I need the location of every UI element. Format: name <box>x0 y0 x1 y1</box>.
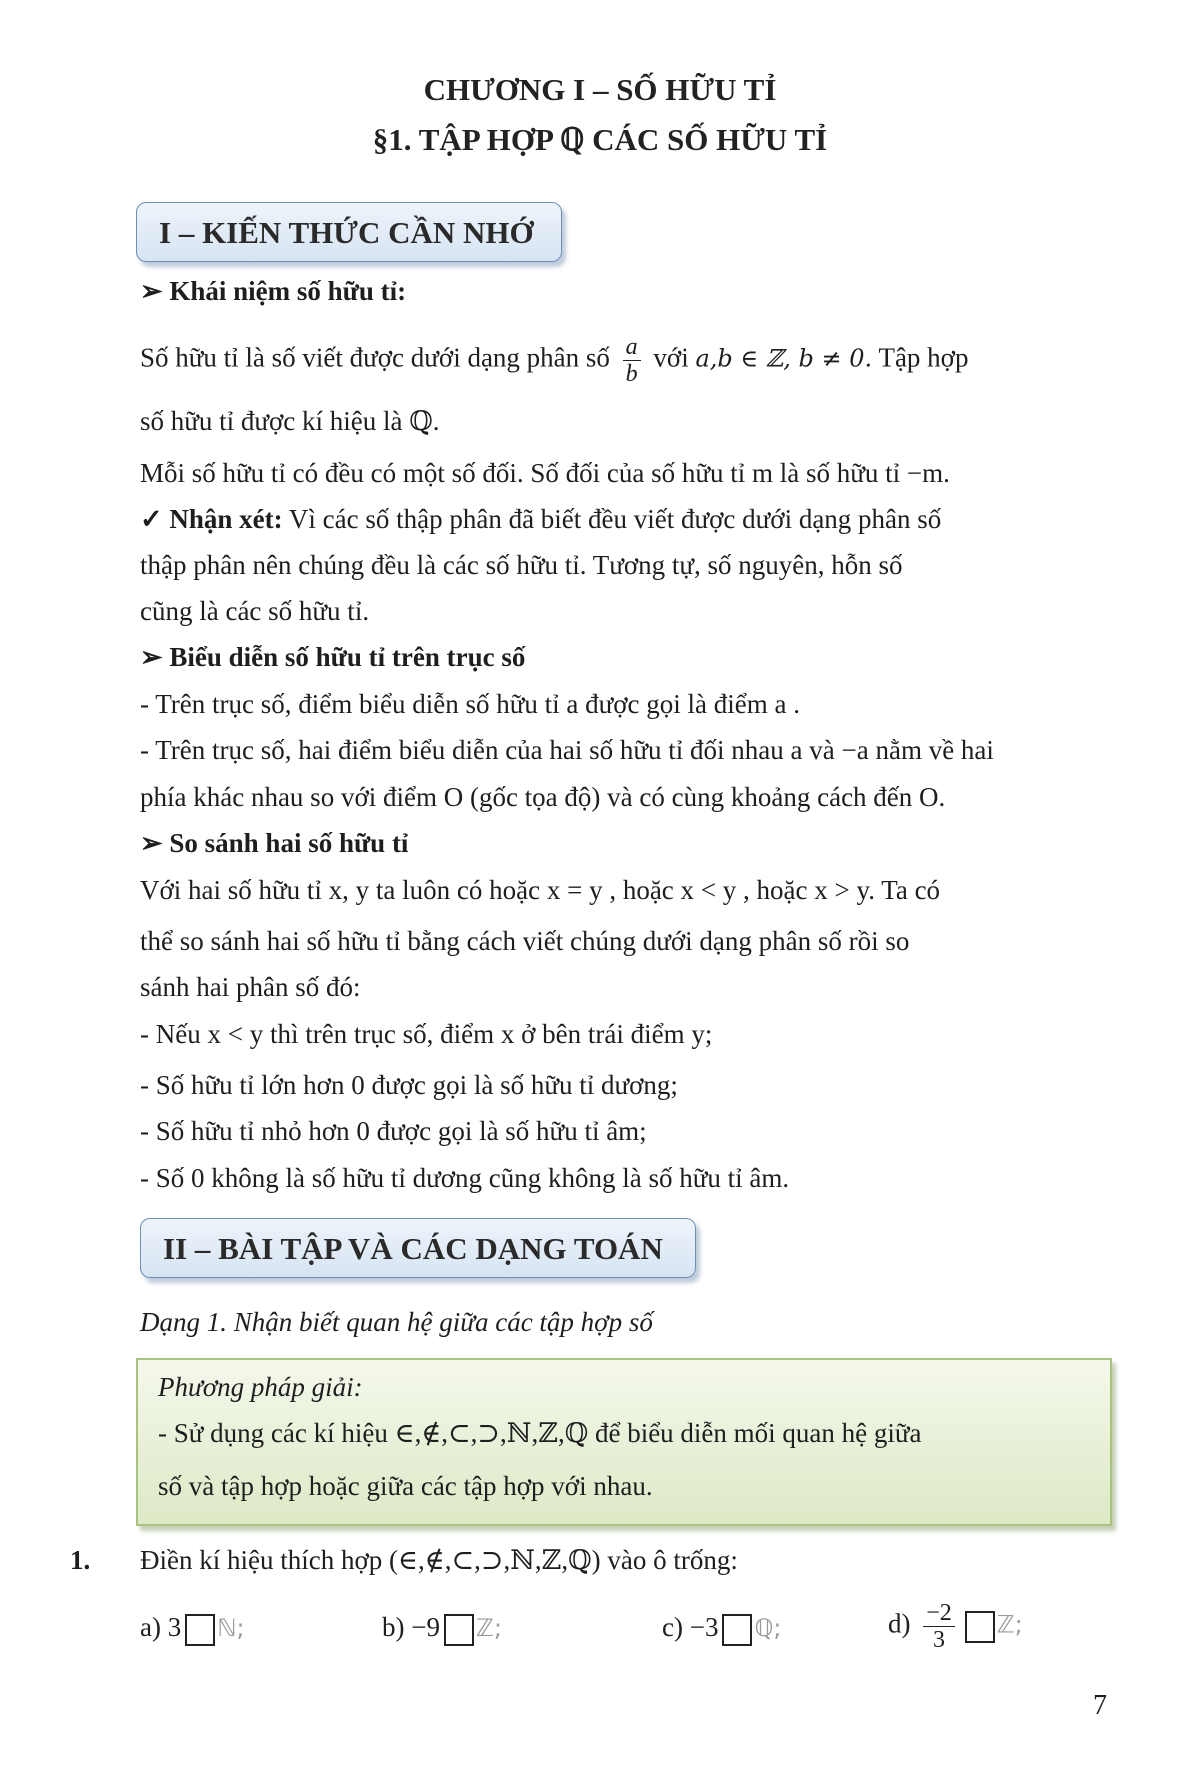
part1-heading: I – KIẾN THỨC CẦN NHỚ <box>136 202 562 262</box>
remark-line-1: ✓ Nhận xét: Vì các số thập phân đã biết đều viết được dưới dạng phân số <box>140 504 942 534</box>
compare-bullet-3: - Số hữu tỉ nhỏ hơn 0 được gọi là số hữu tỉ âm; <box>140 1116 647 1146</box>
exercise-1d: d) $\frac{-2}{3}$ ℤ; <box>888 1600 1023 1653</box>
exercise-1a: a) 3 ℕ; <box>140 1610 360 1646</box>
exercise-number: 1. <box>70 1545 91 1575</box>
definition-line-1: Số hữu tỉ là số viết được dưới dạng phân số $\frac{a}{b}$ với a,b ∈ ℤ, b ≠ 0. Tập hợp <box>140 334 969 387</box>
method-line-1: - Sử dụng các kí hiệu ∈,∉,⊂,⊃,ℕ,ℤ,ℚ để biểu diễn mối quan hệ giữa <box>158 1418 922 1448</box>
compare-bullet-1: - Nếu x < y thì trên trục số, điểm x ở bên trái điểm y; <box>140 1019 713 1049</box>
answer-box-c[interactable] <box>722 1614 752 1646</box>
chapter-title: CHƯƠNG I – SỐ HỮU TỈ <box>423 72 777 107</box>
fraction-minus-2-over-3: $\frac{-2}{3}$ <box>923 1600 955 1653</box>
compare-bullet-2: - Số hữu tỉ lớn hơn 0 được gọi là số hữu tỉ dương; <box>140 1070 678 1100</box>
compare-bullet-4: - Số 0 không là số hữu tỉ dương cũng không là số hữu tỉ âm. <box>140 1163 790 1193</box>
axis-line-3: phía khác nhau so với điểm O (gốc tọa độ) và có cùng khoảng cách đến O. <box>140 782 946 812</box>
remark-label: ✓ Nhận xét: <box>140 504 283 534</box>
exercise-1-text: Điền kí hiệu thích hợp (∈,∉,⊂,⊃,ℕ,ℤ,ℚ) vào ô trống: <box>140 1545 738 1575</box>
axis-line-2: - Trên trục số, hai điểm biểu diễn của hai số hữu tỉ đối nhau a và −a nằm về hai <box>140 735 994 765</box>
compare-line-1: Với hai số hữu tỉ x, y ta luôn có hoặc x = y , hoặc x < y , hoặc x > y. Ta có <box>140 875 941 905</box>
section-title: §1. TẬP HỢP ℚ CÁC SỐ HỮU TỈ <box>372 122 828 157</box>
answer-box-b[interactable] <box>444 1614 474 1646</box>
remark-line-3: cũng là các số hữu tỉ. <box>140 596 370 626</box>
fraction-a-over-b: $\frac{a}{b}$ <box>623 334 641 387</box>
method-line-2: số và tập hợp hoặc giữa các tập hợp với nhau. <box>158 1471 653 1501</box>
axis-title: ➢ Biểu diễn số hữu tỉ trên trục số <box>140 642 526 672</box>
axis-line-1: - Trên trục số, điểm biểu diễn số hữu tỉ a được gọi là điểm a . <box>140 689 800 719</box>
compare-line-3: sánh hai phân số đó: <box>140 972 361 1002</box>
opposite-number-text: Mỗi số hữu tỉ có đều có một số đối. Số đối của số hữu tỉ m là số hữu tỉ −m. <box>140 458 950 488</box>
part2-heading: II – BÀI TẬP VÀ CÁC DẠNG TOÁN <box>140 1218 696 1278</box>
answer-box-a[interactable] <box>185 1614 215 1646</box>
exercise-1c: c) −3 ℚ; <box>662 1610 902 1646</box>
compare-line-2: thể so sánh hai số hữu tỉ bằng cách viết chúng dưới dạng phân số rồi so <box>140 926 910 956</box>
definition-line-2: số hữu tỉ được kí hiệu là ℚ. <box>140 406 440 436</box>
exercise-1b: b) −9 ℤ; <box>382 1610 622 1646</box>
concept-title: ➢ Khái niệm số hữu tỉ: <box>140 276 407 306</box>
remark-line-2: thập phân nên chúng đều là các số hữu tỉ. Tương tự, số nguyên, hỗn số <box>140 550 903 580</box>
page-number: 7 <box>1093 1690 1107 1721</box>
answer-box-d[interactable] <box>965 1611 995 1643</box>
form1-title: Dạng 1. Nhận biết quan hệ giữa các tập hợp số <box>140 1307 653 1337</box>
method-label: Phương pháp giải: <box>158 1372 363 1402</box>
compare-title: ➢ So sánh hai số hữu tỉ <box>140 828 409 858</box>
